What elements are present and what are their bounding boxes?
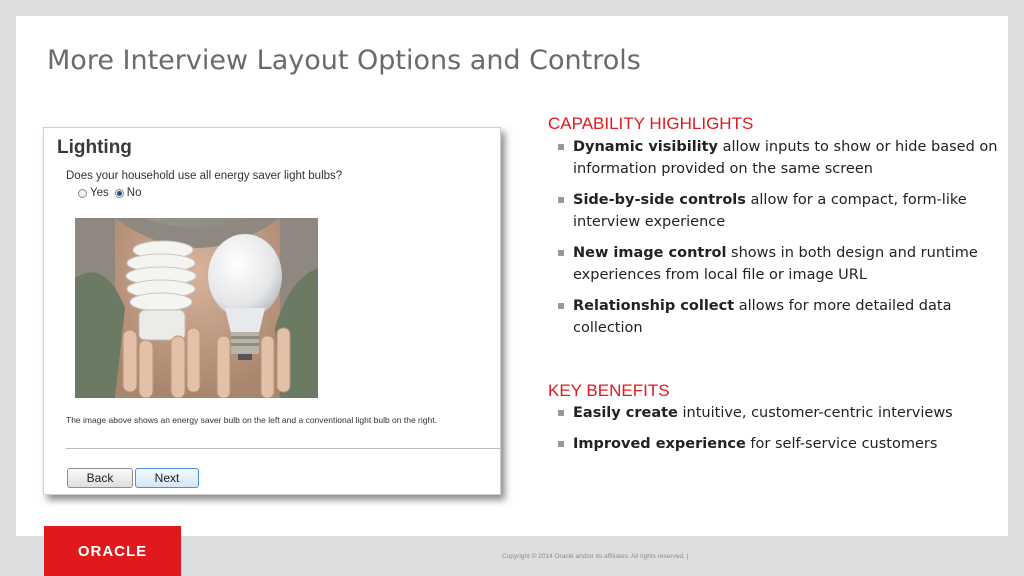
- radio-yes-icon[interactable]: [78, 189, 87, 198]
- bullet-bold: Easily create: [573, 405, 678, 421]
- oracle-logo: ORACLE: [44, 526, 181, 576]
- screenshot-caption: The image above shows an energy saver bulb on the left and a conventional light bulb on the right.: [66, 415, 437, 425]
- square-bullet-icon: [558, 303, 564, 309]
- bullet-text: shows in both design and runtime experiences from local file or image URL: [573, 245, 978, 283]
- back-button[interactable]: Back: [67, 468, 133, 488]
- square-bullet-icon: [558, 144, 564, 150]
- slide: [16, 16, 1008, 536]
- list-item: [556, 295, 1006, 339]
- light-bulbs-photo: [75, 218, 318, 398]
- capability-list: [556, 136, 1006, 348]
- square-bullet-icon: [558, 410, 564, 416]
- square-bullet-icon: [558, 250, 564, 256]
- bullet-text: for self-service customers: [745, 436, 938, 452]
- list-item: [556, 136, 1006, 180]
- radio-yes[interactable]: [78, 187, 109, 199]
- bullet-bold: Relationship collect: [573, 298, 735, 314]
- list-item: [556, 189, 1006, 233]
- key-benefits-heading: KEY BENEFITS: [548, 381, 670, 400]
- slide-title: More Interview Layout Options and Controls: [47, 45, 641, 76]
- radio-no-icon[interactable]: [115, 189, 124, 198]
- radio-no[interactable]: [115, 187, 142, 199]
- next-button[interactable]: Next: [135, 468, 199, 488]
- radio-no-label: No: [126, 187, 142, 199]
- radio-group: [78, 187, 141, 199]
- benefits-list: [556, 402, 1006, 464]
- list-item: [556, 242, 1006, 286]
- bullet-text: allow inputs to show or hide based on information provided on the same screen: [573, 139, 998, 177]
- bullet-text: allows for more detailed data collection: [573, 298, 952, 336]
- copyright-text: Copyright © 2014 Oracle and/or its affiliates. All rights reserved. |: [502, 553, 689, 560]
- interview-screenshot: [43, 127, 501, 495]
- square-bullet-icon: [558, 441, 564, 447]
- screenshot-question: Does your household use all energy saver light bulbs?: [66, 170, 343, 182]
- bullet-bold: Improved experience: [573, 436, 746, 452]
- bullet-text: allow for a compact, form-like interview experience: [573, 192, 967, 230]
- list-item: [556, 402, 1006, 424]
- bullet-bold: Dynamic visibility: [573, 139, 719, 155]
- divider: [66, 448, 500, 449]
- screenshot-heading: Lighting: [57, 137, 132, 158]
- square-bullet-icon: [558, 197, 564, 203]
- radio-yes-label: Yes: [90, 187, 109, 199]
- capability-highlights-heading: CAPABILITY HIGHLIGHTS: [548, 114, 754, 133]
- bullet-text: intuitive, customer-centric interviews: [677, 405, 953, 421]
- bullet-bold: Side-by-side controls: [573, 192, 746, 208]
- list-item: [556, 433, 1006, 455]
- bullet-bold: New image control: [573, 245, 727, 261]
